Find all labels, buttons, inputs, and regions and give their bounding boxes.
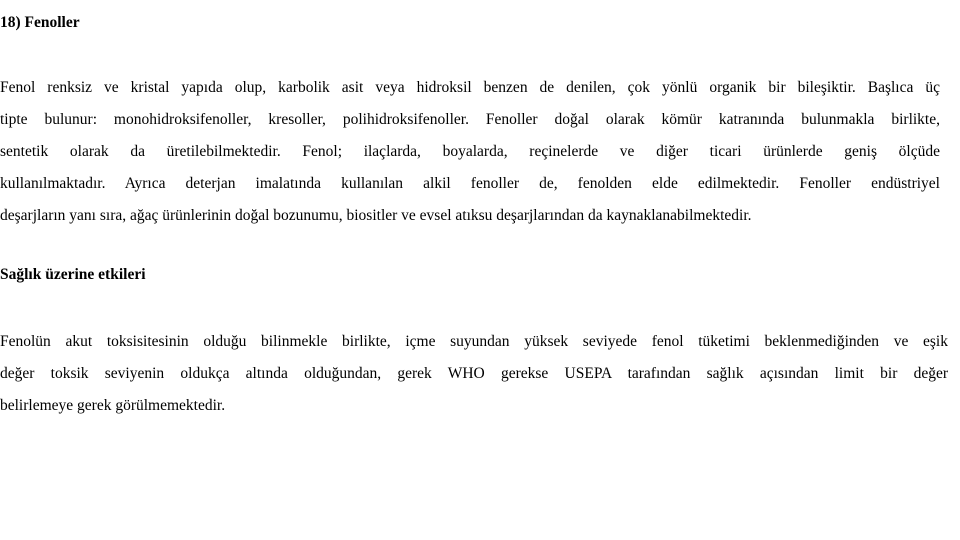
paragraph-line: tipte bulunur: monohidroksifenoller, kresoller, polihidroksifenoller. Fenoller doğal olarak kömür katranında bulunmakla birlikte,	[0, 111, 940, 128]
paragraph-line: Fenol renksiz ve kristal yapıda olup, karbolik asit veya hidroksil benzen de denilen, çok yönlü organik bir bileşiktir. Başlıca üç	[0, 79, 940, 96]
paragraph-line: sentetik olarak da üretilebilmektedir. Fenol; ilaçlarda, boyalarda, reçinelerde ve diğer ticari ürünlerde geniş ölçüde	[0, 143, 940, 160]
paragraph-line: Fenolün akut toksisitesinin olduğu bilinmekle birlikte, içme suyundan yüksek seviyede fenol tüketimi beklenmediğinden ve eşik	[0, 333, 948, 350]
paragraph-line: belirlemeye gerek görülmemektedir.	[0, 397, 226, 414]
section-title: 18) Fenoller	[0, 14, 80, 31]
health-paragraph	[0, 326, 948, 422]
paragraph-line: değer toksik seviyenin oldukça altında olduğundan, gerek WHO gerekse USEPA tarafından sağlık açısından limit bir değer	[0, 365, 948, 382]
paragraph-line: deşarjların yanı sıra, ağaç ürünlerinin doğal bozunumu, biositler ve evsel atıksu deşarjlarından da kaynaklanabilmektedir.	[0, 207, 752, 224]
health-effects-heading: Sağlık üzerine etkileri	[0, 266, 146, 283]
intro-paragraph	[0, 72, 940, 232]
paragraph-line: kullanılmaktadır. Ayrıca deterjan imalatında kullanılan alkil fenoller de, fenolden elde edilmektedir. Fenoller endüstriyel	[0, 175, 940, 192]
